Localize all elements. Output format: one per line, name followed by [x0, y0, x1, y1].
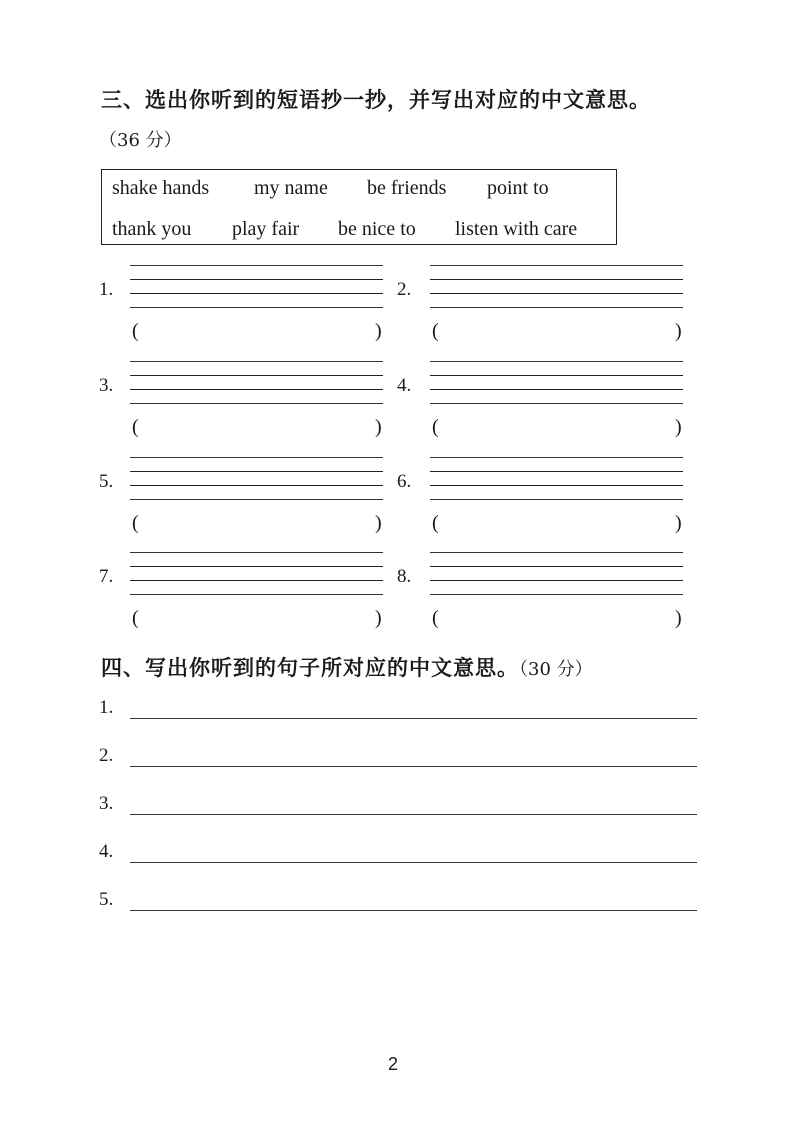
section4-points: （30 分）: [510, 659, 593, 680]
writing-line[interactable]: [130, 471, 383, 472]
writing-line[interactable]: [430, 389, 683, 390]
open-paren: (: [432, 416, 439, 438]
phrase-shake-hands: shake hands: [112, 177, 210, 199]
answer-line[interactable]: [130, 766, 697, 767]
writing-line[interactable]: [130, 403, 383, 404]
writing-line[interactable]: [430, 265, 683, 266]
writing-line[interactable]: [430, 307, 683, 308]
open-paren: (: [132, 607, 139, 629]
writing-line[interactable]: [430, 499, 683, 500]
writing-line[interactable]: [130, 279, 383, 280]
writing-line[interactable]: [130, 566, 383, 567]
writing-line[interactable]: [130, 580, 383, 581]
open-paren: (: [132, 416, 139, 438]
writing-line[interactable]: [430, 566, 683, 567]
item-number: 4.: [397, 375, 412, 396]
item-number: 8.: [397, 566, 412, 587]
phrase-be-nice-to: be nice to: [338, 218, 416, 240]
page-number: 2: [388, 1054, 399, 1074]
sentence-number: 4.: [99, 841, 114, 862]
close-paren: ): [375, 512, 382, 534]
phrase-my-name: my name: [254, 177, 328, 199]
phrase-box: [101, 169, 617, 245]
writing-line[interactable]: [430, 457, 683, 458]
writing-line[interactable]: [130, 594, 383, 595]
writing-line[interactable]: [130, 457, 383, 458]
answer-line[interactable]: [130, 862, 697, 863]
close-paren: ): [375, 607, 382, 629]
sentence-number: 5.: [99, 889, 114, 910]
close-paren: ): [375, 416, 382, 438]
answer-line[interactable]: [130, 910, 697, 911]
writing-line[interactable]: [430, 552, 683, 553]
writing-line[interactable]: [430, 485, 683, 486]
phrase-play-fair: play fair: [232, 218, 300, 240]
writing-line[interactable]: [430, 471, 683, 472]
writing-line[interactable]: [130, 485, 383, 486]
sentence-number: 1.: [99, 697, 114, 718]
item-number: 7.: [99, 566, 114, 587]
close-paren: ): [675, 416, 682, 438]
sentence-number: 2.: [99, 745, 114, 766]
writing-line[interactable]: [130, 552, 383, 553]
phrase-thank-you: thank you: [112, 218, 192, 240]
writing-line[interactable]: [130, 375, 383, 376]
answer-line[interactable]: [130, 718, 697, 719]
close-paren: ): [675, 512, 682, 534]
open-paren: (: [432, 320, 439, 342]
writing-line[interactable]: [430, 279, 683, 280]
open-paren: (: [432, 512, 439, 534]
answer-line[interactable]: [130, 814, 697, 815]
writing-line[interactable]: [130, 307, 383, 308]
close-paren: ): [675, 607, 682, 629]
close-paren: ): [375, 320, 382, 342]
item-number: 1.: [99, 279, 114, 300]
writing-line[interactable]: [130, 265, 383, 266]
item-number: 6.: [397, 471, 412, 492]
writing-line[interactable]: [430, 375, 683, 376]
writing-line[interactable]: [430, 403, 683, 404]
phrase-listen-with-care: listen with care: [455, 218, 578, 240]
open-paren: (: [132, 512, 139, 534]
writing-line[interactable]: [130, 389, 383, 390]
section4-title: 四、写出你听到的句子所对应的中文意思。: [101, 656, 519, 680]
phrase-be-friends: be friends: [367, 177, 447, 199]
item-number: 2.: [397, 279, 412, 300]
item-number: 3.: [99, 375, 114, 396]
writing-line[interactable]: [430, 361, 683, 362]
sentence-number: 3.: [99, 793, 114, 814]
section3-title: 三、选出你听到的短语抄一抄，并写出对应的中文意思。: [101, 88, 651, 112]
writing-line[interactable]: [430, 293, 683, 294]
item-number: 5.: [99, 471, 114, 492]
close-paren: ): [675, 320, 682, 342]
writing-line[interactable]: [430, 580, 683, 581]
section3-points: （36 分）: [99, 130, 182, 151]
phrase-point-to: point to: [487, 177, 549, 199]
writing-line[interactable]: [130, 361, 383, 362]
open-paren: (: [132, 320, 139, 342]
writing-line[interactable]: [130, 293, 383, 294]
open-paren: (: [432, 607, 439, 629]
writing-line[interactable]: [130, 499, 383, 500]
writing-line[interactable]: [430, 594, 683, 595]
